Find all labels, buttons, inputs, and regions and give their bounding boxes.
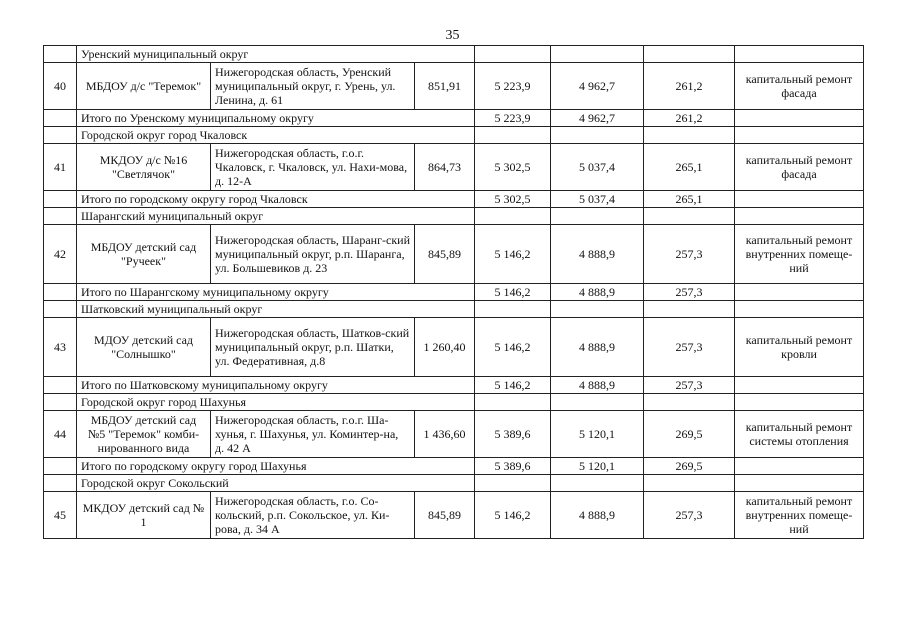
table-row: [44, 492, 864, 539]
fund-2: 257,3: [644, 284, 735, 301]
institution-name: МБДОУ детский сад "Ручеек": [77, 225, 211, 284]
group-row: [44, 475, 864, 492]
institution-address: Нижегородская область, г.о.г. Ша-хунья, г. Шахунья, ул. Коминтер-на, д. 42 А: [211, 411, 415, 458]
fund-2: 269,5: [644, 411, 735, 458]
group-name: Шатковский муниципальный округ: [77, 301, 475, 318]
fund-1: 5 037,4: [551, 144, 644, 191]
institution-address: Нижегородская область, г.о.г. Чкаловск, г. Чкаловск, ул. Нахи-мова, д. 12-А: [211, 144, 415, 191]
total-row: [44, 110, 864, 127]
total-cost: 5 302,5: [475, 191, 551, 208]
group-name: Городской округ город Шахунья: [77, 394, 475, 411]
fund-1: 5 120,1: [551, 411, 644, 458]
institution-address: Нижегородская область, Уренский муниципальный округ, г. Урень, ул. Ленина, д. 61: [211, 63, 415, 110]
area-value: 851,91: [415, 63, 475, 110]
work-type: капитальный ремонт внутренних помеще-ний: [735, 225, 864, 284]
fund-2: 269,5: [644, 458, 735, 475]
institution-name: МКДОУ детский сад № 1: [77, 492, 211, 539]
total-row: [44, 191, 864, 208]
fund-1: 4 888,9: [551, 225, 644, 284]
row-number: 43: [44, 318, 77, 377]
table-row: [44, 63, 864, 110]
total-row: [44, 284, 864, 301]
work-type: капитальный ремонт системы отопления: [735, 411, 864, 458]
total-cost: 5 223,9: [475, 110, 551, 127]
institution-name: МБДОУ детский сад №5 "Теремок" комби-нированного вида: [77, 411, 211, 458]
group-name: Шарангский муниципальный округ: [77, 208, 475, 225]
group-row: [44, 394, 864, 411]
fund-1: 4 888,9: [551, 377, 644, 394]
area-value: 845,89: [415, 492, 475, 539]
row-number: 45: [44, 492, 77, 539]
work-type: капитальный ремонт кровли: [735, 318, 864, 377]
total-cost: 5 223,9: [475, 63, 551, 110]
group-name: Городской округ Сокольский: [77, 475, 475, 492]
group-row: [44, 301, 864, 318]
fund-2: 261,2: [644, 110, 735, 127]
total-row: [44, 458, 864, 475]
area-value: 845,89: [415, 225, 475, 284]
fund-2: 257,3: [644, 225, 735, 284]
page-number: 35: [445, 28, 460, 43]
table-row: [44, 144, 864, 191]
work-type: капитальный ремонт фасада: [735, 63, 864, 110]
total-label: Итого по Шатковскому муниципальному округу: [77, 377, 475, 394]
institution-name: МДОУ детский сад "Солнышко": [77, 318, 211, 377]
fund-2: 257,3: [644, 318, 735, 377]
group-row: [44, 208, 864, 225]
total-cost: 5 146,2: [475, 284, 551, 301]
area-value: 1 260,40: [415, 318, 475, 377]
total-cost: 5 389,6: [475, 458, 551, 475]
total-cost: 5 146,2: [475, 377, 551, 394]
group-name: Уренский муниципальный округ: [77, 46, 475, 63]
institution-address: Нижегородская область, г.о. Со-кольский, р.п. Сокольское, ул. Ки-рова, д. 34 А: [211, 492, 415, 539]
fund-1: 5 037,4: [551, 191, 644, 208]
fund-1: 4 888,9: [551, 318, 644, 377]
fund-1: 4 888,9: [551, 284, 644, 301]
fund-1: 4 962,7: [551, 110, 644, 127]
group-name: Городской округ город Чкаловск: [77, 127, 475, 144]
fund-1: 5 120,1: [551, 458, 644, 475]
table-row: [44, 411, 864, 458]
fund-2: 257,3: [644, 377, 735, 394]
total-cost: 5 389,6: [475, 411, 551, 458]
area-value: 864,73: [415, 144, 475, 191]
budget-table: [43, 45, 864, 539]
area-value: 1 436,60: [415, 411, 475, 458]
row-number: 40: [44, 63, 77, 110]
table-row: [44, 318, 864, 377]
fund-2: 265,1: [644, 191, 735, 208]
total-cost: 5 146,2: [475, 225, 551, 284]
total-cost: 5 146,2: [475, 318, 551, 377]
row-number: 44: [44, 411, 77, 458]
total-label: Итого по городскому округу город Шахунья: [77, 458, 475, 475]
row-number: 42: [44, 225, 77, 284]
total-label: Итого по Уренскому муниципальному округу: [77, 110, 475, 127]
work-type: капитальный ремонт фасада: [735, 144, 864, 191]
institution-name: МБДОУ д/с "Теремок": [77, 63, 211, 110]
institution-address: Нижегородская область, Шатков-ский муниципальный округ, р.п. Шатки, ул. Федеративная, д.8: [211, 318, 415, 377]
fund-2: 261,2: [644, 63, 735, 110]
total-cost: 5 302,5: [475, 144, 551, 191]
group-row: [44, 127, 864, 144]
total-label: Итого по городскому округу город Чкаловск: [77, 191, 475, 208]
total-cost: 5 146,2: [475, 492, 551, 539]
total-row: [44, 377, 864, 394]
group-row: [44, 46, 864, 63]
fund-2: 257,3: [644, 492, 735, 539]
fund-1: 4 962,7: [551, 63, 644, 110]
work-type: капитальный ремонт внутренних помеще-ний: [735, 492, 864, 539]
fund-1: 4 888,9: [551, 492, 644, 539]
institution-name: МКДОУ д/с №16 "Светлячок": [77, 144, 211, 191]
institution-address: Нижегородская область, Шаранг-ский муниципальный округ, р.п. Шаранга, ул. Большевиков д. 23: [211, 225, 415, 284]
table-row: [44, 225, 864, 284]
total-label: Итого по Шарангскому муниципальному округу: [77, 284, 475, 301]
row-number: 41: [44, 144, 77, 191]
fund-2: 265,1: [644, 144, 735, 191]
